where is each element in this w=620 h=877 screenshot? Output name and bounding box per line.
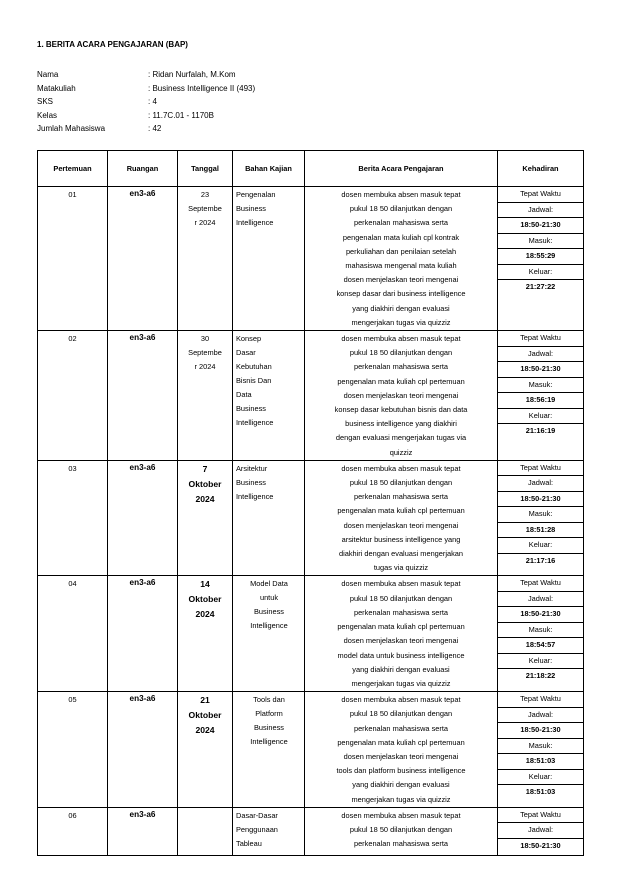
bap-table — [37, 150, 584, 856]
bahan-kajian-line: Data — [236, 390, 252, 400]
berita-acara-line: pukul 18 50 dilanjutkan dengan — [349, 824, 453, 834]
table-row — [38, 576, 584, 692]
berita-acara-line: dosen membuka absen masuk tepat — [341, 334, 461, 344]
berita-acara-line: dosen menjelaskan teori mengenai — [343, 390, 459, 400]
kehadiran-value: 21:17:16 — [525, 555, 556, 565]
bahan-kajian-line: Business — [254, 607, 284, 617]
bahan-kajian-line: Konsep — [236, 334, 262, 344]
meta-value: : Ridan Nurfalah, M.Kom — [148, 70, 236, 79]
meta-row-kelas — [37, 109, 255, 123]
berita-acara-cell — [305, 576, 498, 692]
kehadiran-label: Jadwal: — [498, 708, 583, 724]
kehadiran-value: 18:51:28 — [498, 523, 583, 539]
meta-row-jumlah-mahasiswa — [37, 122, 255, 136]
kehadiran-list — [498, 461, 583, 569]
kehadiran-label: Tepat Waktu — [498, 808, 583, 824]
meta-value: : 11.7C.01 - 1170B — [148, 110, 214, 120]
bahan-kajian-line: Arsitektur — [236, 463, 268, 473]
kehadiran-value: 18:54:57 — [498, 638, 583, 654]
berita-acara-line: perkuliahan dan penilaian setelah — [345, 246, 457, 256]
berita-acara-line: arsitektur business intelligence yang — [341, 534, 461, 544]
kehadiran-cell — [498, 460, 584, 576]
bahan-kajian-line: Business — [254, 723, 284, 733]
berita-acara-line: pukul 18 50 dilanjutkan dengan — [349, 593, 453, 603]
tanggal-line: Oktober — [188, 710, 222, 721]
kehadiran-label: Jadwal: — [498, 476, 583, 492]
kehadiran-cell — [498, 692, 584, 808]
table-row — [38, 807, 584, 855]
bahan-kajian-cell — [233, 807, 305, 855]
bahan-kajian-line: untuk — [259, 593, 279, 603]
kehadiran-value: 18:50-21:30 — [498, 723, 583, 739]
kehadiran-value: 18:50-21:30 — [498, 492, 583, 508]
header-bahan-kajian: Bahan Kajian — [233, 151, 305, 187]
meta-row-nama — [37, 68, 255, 82]
kehadiran-value: 18:55:29 — [498, 249, 583, 265]
tanggal-line: 2024 — [195, 493, 215, 504]
header-kehadiran: Kehadiran — [498, 151, 584, 187]
berita-acara-line: tugas via quizziz — [373, 563, 429, 573]
header-berita-acara: Berita Acara Pengajaran — [305, 151, 498, 187]
header-tanggal: Tanggal — [178, 151, 233, 187]
berita-acara-line: dosen membuka absen masuk tepat — [341, 463, 461, 473]
course-info — [37, 68, 255, 136]
kehadiran-cell — [498, 576, 584, 692]
kehadiran-label: Keluar: — [498, 409, 583, 425]
kehadiran-value: 21:27:22 — [525, 282, 556, 291]
berita-acara-line: dengan evaluasi mengerjakan tugas via — [335, 433, 467, 443]
bahan-kajian-line: Intelligence — [250, 737, 288, 747]
berita-acara-cell — [305, 187, 498, 331]
section-title: 1. BERITA ACARA PENGAJARAN (BAP) — [37, 40, 188, 49]
berita-acara-line: perkenalan mahasiswa serta — [353, 362, 449, 372]
berita-acara-line: pengenalan mata kuliah cpl pertemuan — [337, 737, 465, 747]
meta-label: Jumlah Mahasiswa — [37, 124, 106, 133]
meta-value: : 42 — [148, 124, 162, 133]
berita-acara-line: perkenalan mahasiswa serta — [353, 607, 449, 617]
berita-acara-line: quizziz — [389, 447, 413, 457]
tanggal-line: 23 — [200, 190, 210, 199]
ruangan-cell: en3-a6 — [108, 576, 178, 692]
kehadiran-value: 18:51:03 — [498, 754, 583, 770]
kehadiran-label: Keluar: — [498, 770, 583, 786]
berita-acara-line: yang diakhiri dengan evaluasi — [352, 664, 450, 674]
tanggal-line: r 2024 — [194, 218, 216, 227]
bahan-kajian-cell — [233, 460, 305, 576]
meta-row-sks — [37, 95, 255, 109]
kehadiran-list — [498, 692, 583, 800]
tanggal-cell — [178, 692, 233, 808]
berita-acara-line: mengerjakan tugas via quizziz — [351, 678, 451, 688]
berita-acara-line: pukul 18 50 dilanjutkan dengan — [349, 478, 453, 488]
tanggal-line: r 2024 — [194, 362, 216, 372]
meta-value: : 4 — [148, 97, 157, 106]
pertemuan-cell: 02 — [38, 331, 108, 461]
tanggal-line: Septembe — [188, 348, 222, 358]
berita-acara-line: yang diakhiri dengan evaluasi — [352, 303, 450, 313]
kehadiran-label: Jadwal: — [498, 203, 583, 219]
berita-acara-line: dosen menjelaskan teori mengenai — [343, 275, 459, 285]
kehadiran-list — [498, 187, 583, 295]
table-header-row — [38, 151, 584, 187]
berita-acara-line: business intelligence yang diakhiri — [345, 419, 457, 429]
kehadiran-label: Tepat Waktu — [498, 187, 583, 203]
tanggal-cell — [178, 807, 233, 855]
kehadiran-label: Tepat Waktu — [498, 331, 583, 347]
kehadiran-label: Masuk: — [498, 507, 583, 523]
table-row — [38, 187, 584, 331]
kehadiran-list — [498, 331, 583, 439]
kehadiran-label: Masuk: — [498, 739, 583, 755]
bahan-kajian-line: Intelligence — [236, 491, 274, 501]
berita-acara-line: mengerjakan tugas via quizziz — [351, 794, 451, 804]
bahan-kajian-line: Kebutuhan — [236, 362, 272, 372]
berita-acara-cell — [305, 460, 498, 576]
berita-acara-line: dosen membuka absen masuk tepat — [341, 190, 461, 199]
ruangan-cell: en3-a6 — [108, 692, 178, 808]
pertemuan-cell: 05 — [38, 692, 108, 808]
berita-acara-cell — [305, 807, 498, 855]
meta-label: Nama — [37, 70, 59, 79]
header-ruangan: Ruangan — [108, 151, 178, 187]
header-pertemuan: Pertemuan — [38, 151, 108, 187]
pertemuan-cell: 01 — [38, 187, 108, 331]
kehadiran-label: Masuk: — [498, 378, 583, 394]
berita-acara-line: perkenalan mahasiswa serta — [353, 723, 449, 733]
kehadiran-value: 18:56:19 — [498, 393, 583, 409]
pertemuan-cell: 06 — [38, 807, 108, 855]
meta-label: Matakuliah — [37, 83, 76, 93]
ruangan-cell: en3-a6 — [108, 807, 178, 855]
kehadiran-label: Keluar: — [498, 654, 583, 670]
tanggal-line: 21 — [200, 695, 210, 706]
bahan-kajian-line: Intelligence — [236, 418, 274, 428]
berita-acara-line: mengerjakan tugas via quizziz — [351, 317, 451, 327]
bahan-kajian-line: Dasar-Dasar — [236, 810, 278, 820]
kehadiran-label: Jadwal: — [498, 823, 583, 839]
kehadiran-label: Keluar: — [498, 265, 583, 281]
berita-acara-cell — [305, 692, 498, 808]
bahan-kajian-cell — [233, 692, 305, 808]
tanggal-line: 30 — [200, 334, 210, 344]
kehadiran-label: Tepat Waktu — [498, 576, 583, 592]
bahan-kajian-line: Model Data — [250, 579, 288, 589]
kehadiran-value: 18:51:03 — [525, 787, 556, 797]
meta-label: Kelas — [37, 110, 58, 120]
berita-acara-line: perkenalan mahasiswa serta — [353, 492, 449, 502]
kehadiran-value: 18:50-21:30 — [520, 840, 561, 850]
kehadiran-label: Masuk: — [498, 623, 583, 639]
pertemuan-cell: 04 — [38, 576, 108, 692]
berita-acara-cell — [305, 331, 498, 461]
berita-acara-line: pukul 18 50 dilanjutkan dengan — [349, 348, 453, 358]
berita-acara-line: mahasiswa mengenal mata kuliah — [345, 261, 457, 271]
bahan-kajian-line: Dasar — [236, 348, 256, 358]
berita-acara-line: perkenalan mahasiswa serta — [353, 218, 449, 228]
kehadiran-label: Tepat Waktu — [498, 461, 583, 477]
ruangan-cell: en3-a6 — [108, 187, 178, 331]
berita-acara-line: dosen menjelaskan teori mengenai — [343, 520, 459, 530]
table-row — [38, 692, 584, 808]
kehadiran-label: Jadwal: — [498, 592, 583, 608]
berita-acara-line: konsep dasar dari business intelligence — [336, 289, 466, 299]
bahan-kajian-line: Tableau — [236, 838, 262, 848]
table-row — [38, 331, 584, 461]
berita-acara-line: pengenalan mata kuliah cpl pertemuan — [337, 376, 465, 386]
tanggal-line: 2024 — [195, 609, 215, 620]
berita-acara-line: pengenalan mata kuliah cpl pertemuan — [337, 506, 465, 516]
berita-acara-line: dosen menjelaskan teori mengenai — [343, 636, 459, 646]
bahan-kajian-line: Intelligence — [250, 621, 288, 631]
ruangan-cell: en3-a6 — [108, 331, 178, 461]
kehadiran-value: 18:50-21:30 — [498, 362, 583, 378]
berita-acara-line: dosen membuka absen masuk tepat — [341, 695, 461, 705]
tanggal-line: Septembe — [188, 204, 222, 213]
tanggal-line: 14 — [200, 579, 210, 590]
berita-acara-line: dosen menjelaskan teori mengenai — [343, 751, 459, 761]
kehadiran-cell — [498, 187, 584, 331]
meta-row-matakuliah — [37, 82, 255, 96]
kehadiran-label: Tepat Waktu — [498, 692, 583, 708]
bahan-kajian-line: Bisnis Dan — [236, 376, 272, 386]
kehadiran-value: 18:50-21:30 — [498, 607, 583, 623]
berita-acara-line: yang diakhiri dengan evaluasi — [352, 780, 450, 790]
bahan-kajian-cell — [233, 331, 305, 461]
berita-acara-line: pukul 18 50 dilanjutkan dengan — [349, 709, 453, 719]
berita-acara-line: konsep dasar kebutuhan bisnis dan data — [334, 405, 468, 415]
kehadiran-label: Masuk: — [498, 234, 583, 250]
bahan-kajian-line: Intelligence — [236, 218, 274, 227]
bahan-kajian-cell — [233, 576, 305, 692]
berita-acara-line: pengenalan mata kuliah cpl kontrak — [342, 232, 460, 242]
table-row — [38, 460, 584, 576]
berita-acara-line: tools dan platform business intelligence — [336, 766, 466, 776]
table-body — [38, 187, 584, 856]
berita-acara-line: dosen membuka absen masuk tepat — [341, 810, 461, 820]
bahan-kajian-cell — [233, 187, 305, 331]
kehadiran-cell — [498, 331, 584, 461]
pertemuan-cell: 03 — [38, 460, 108, 576]
bahan-kajian-line: Pengenalan — [236, 190, 276, 199]
bahan-kajian-line: Platform — [255, 709, 283, 719]
bahan-kajian-line: Tools dan — [253, 695, 285, 705]
kehadiran-value: 21:16:19 — [525, 426, 556, 436]
bahan-kajian-line: Penggunaan — [236, 824, 278, 834]
tanggal-cell — [178, 331, 233, 461]
tanggal-cell — [178, 187, 233, 331]
berita-acara-line: perkenalan mahasiswa serta — [353, 839, 449, 849]
meta-label: SKS — [37, 97, 54, 106]
bahan-kajian-line: Business — [236, 204, 266, 213]
kehadiran-cell — [498, 807, 584, 855]
kehadiran-value: 18:50-21:30 — [498, 218, 583, 234]
kehadiran-label: Keluar: — [498, 538, 583, 554]
kehadiran-list — [498, 808, 583, 854]
tanggal-cell — [178, 576, 233, 692]
berita-acara-line: model data untuk business intelligence — [337, 650, 465, 660]
bahan-kajian-line: Business — [236, 404, 266, 414]
tanggal-cell — [178, 460, 233, 576]
tanggal-line: Oktober — [188, 594, 222, 605]
berita-acara-line: pengenalan mata kuliah cpl pertemuan — [337, 622, 465, 632]
meta-value: : Business Intelligence II (493) — [148, 83, 256, 93]
kehadiran-label: Jadwal: — [498, 347, 583, 363]
tanggal-line: 2024 — [195, 725, 215, 736]
tanggal-line: 7 — [202, 463, 208, 474]
tanggal-line: Oktober — [188, 478, 222, 489]
kehadiran-list — [498, 576, 583, 684]
berita-acara-line: diakhiri dengan evaluasi mengerjakan — [338, 549, 464, 559]
berita-acara-line: dosen membuka absen masuk tepat — [341, 579, 461, 589]
kehadiran-value: 21:18:22 — [525, 671, 556, 681]
bahan-kajian-line: Business — [236, 477, 266, 487]
berita-acara-line: pukul 18 50 dilanjutkan dengan — [349, 204, 453, 214]
ruangan-cell: en3-a6 — [108, 460, 178, 576]
